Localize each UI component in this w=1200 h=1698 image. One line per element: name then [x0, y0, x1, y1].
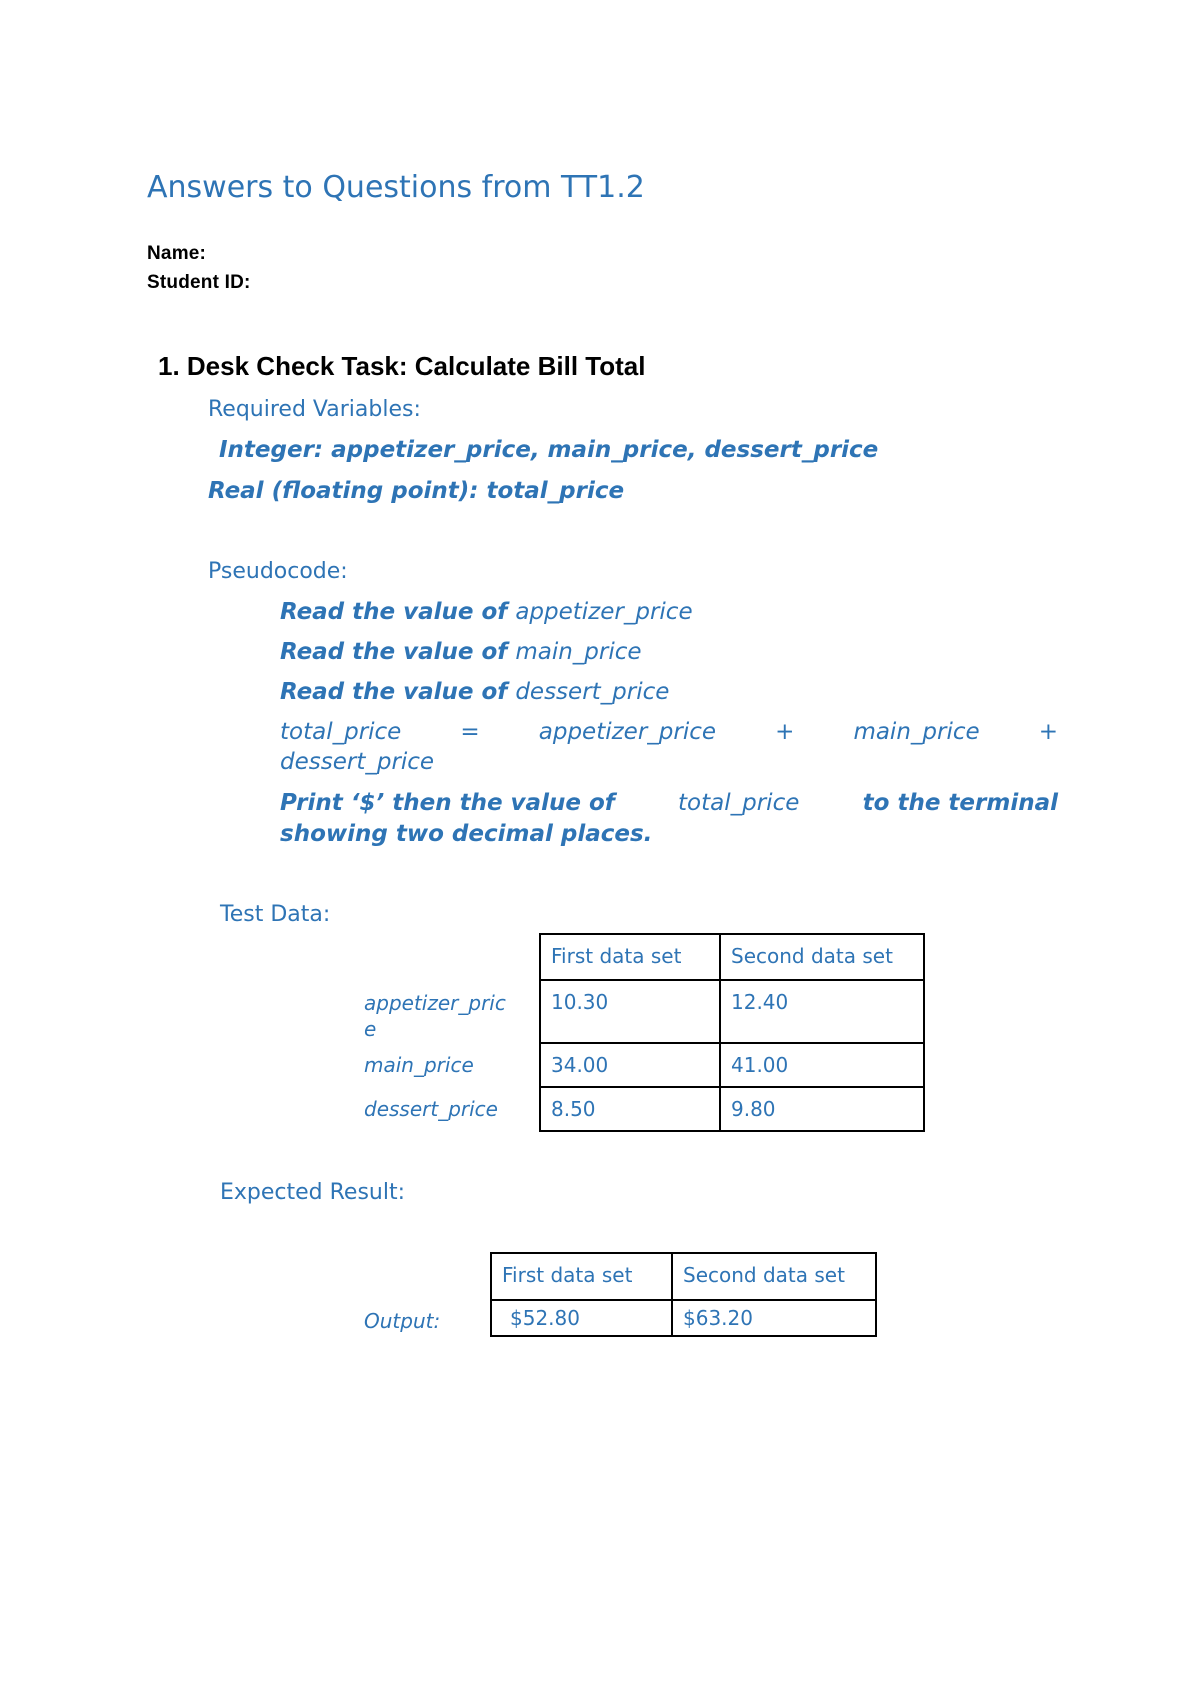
row-label-dessert: dessert_price: [364, 1097, 498, 1121]
pseudo-var: dessert_price: [515, 679, 670, 705]
table-cell: $63.20: [672, 1300, 876, 1336]
pseudo-token: +: [775, 719, 795, 745]
pseudo-print-cont: showing two decimal places.: [280, 821, 653, 847]
pseudocode-line-4-continued: [280, 749, 1058, 775]
row-label-main: main_price: [364, 1053, 474, 1077]
expected-result-label: Expected Result:: [220, 1180, 406, 1205]
pseudo-token: +: [1038, 719, 1058, 745]
student-id-label: Student ID:: [147, 272, 251, 293]
pseudo-token: =: [460, 719, 480, 745]
page-title: Answers to Questions from TT1.2: [147, 170, 645, 205]
table-cell: 41.00: [720, 1043, 924, 1087]
pseudo-print-text: Print ‘$’ then the value of: [280, 790, 615, 816]
pseudo-token: main_price: [853, 719, 980, 745]
pseudo-print-suffix: to the terminal: [862, 790, 1058, 816]
column-header: First data set: [540, 934, 720, 980]
table-cell: 12.40: [720, 980, 924, 1043]
pseudocode-line-2: [280, 639, 1058, 665]
pseudocode-line-5: [280, 790, 1058, 816]
test-data-label: Test Data:: [220, 902, 331, 927]
pseudocode-line-1: [280, 599, 1058, 625]
row-label-appetizer: [364, 990, 506, 1042]
pseudo-var: appetizer_price: [515, 599, 693, 625]
pseudo-token: total_price: [280, 719, 402, 745]
pseudocode-line-3: [280, 679, 1058, 705]
pseudocode-line-4: [280, 719, 1058, 745]
test-data-table: [539, 933, 925, 1132]
table-row: [540, 980, 924, 1043]
student-id-field: [147, 272, 259, 294]
table-cell: 34.00: [540, 1043, 720, 1087]
table-row: [540, 1043, 924, 1087]
row-label-part: e: [364, 1017, 377, 1041]
pseudo-read-text: Read the value of: [280, 599, 516, 625]
table-cell: 8.50: [540, 1087, 720, 1131]
pseudocode-line-6: [280, 821, 1058, 847]
expected-result-table: [490, 1252, 877, 1337]
column-header: Second data set: [672, 1253, 876, 1300]
name-field: [147, 243, 214, 265]
pseudo-var: main_price: [515, 639, 642, 665]
pseudo-read-text: Read the value of: [280, 639, 516, 665]
output-label: Output:: [364, 1309, 441, 1333]
table-header-row: [491, 1253, 876, 1300]
pseudo-var: total_price: [678, 790, 800, 816]
table-cell: $52.80: [491, 1300, 672, 1336]
table-cell: 9.80: [720, 1087, 924, 1131]
table-header-row: [540, 934, 924, 980]
column-header: Second data set: [720, 934, 924, 980]
real-variables-line: Real (floating point): total_price: [208, 478, 625, 504]
row-label-part: appetizer_pric: [364, 991, 506, 1015]
table-cell: 10.30: [540, 980, 720, 1043]
integer-variables-line: Integer: appetizer_price, main_price, dessert_price: [219, 437, 879, 463]
pseudo-read-text: Read the value of: [280, 679, 516, 705]
table-row: [491, 1300, 876, 1336]
question-heading: 1. Desk Check Task: Calculate Bill Total: [158, 351, 646, 381]
column-header: First data set: [491, 1253, 672, 1300]
pseudocode-label: Pseudocode:: [208, 559, 348, 584]
required-variables-label: Required Variables:: [208, 397, 421, 422]
pseudo-var: dessert_price: [280, 749, 435, 775]
table-row: [540, 1087, 924, 1131]
name-label: Name:: [147, 243, 207, 264]
pseudo-token: appetizer_price: [538, 719, 717, 745]
